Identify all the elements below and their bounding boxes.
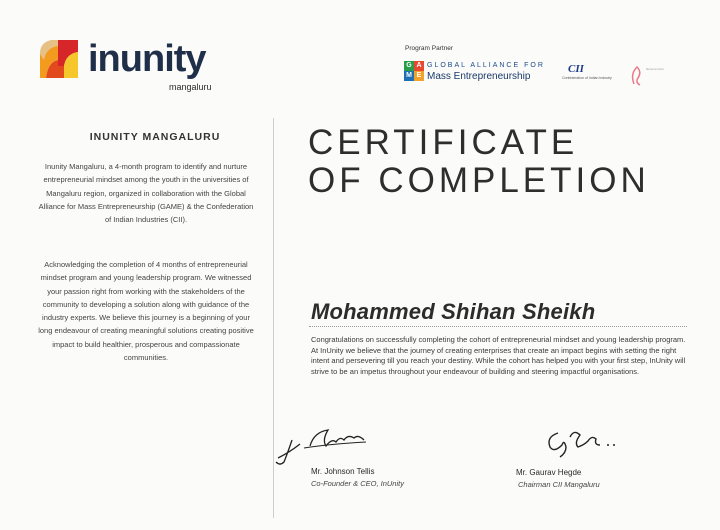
logo-subtitle: mangaluru [169,82,212,92]
signature-johnson-icon [270,418,400,468]
congratulations-text: Congratulations on successfully completing the cohort of entrepreneurial mindset and young leadership program. At InUnity we believe that the journey of creating enterprises that create an impact begins with setting the right intent and persevering till you reach your destiny. While the cohort has helped you with your first step, InUnity will strive to be an impetus throughout your endeavour of building and steering impactful organisations. [311,335,686,377]
recipient-name: Mohammed Shihan Sheikh [311,299,596,324]
logo-wordmark: inunity [88,38,206,80]
game-grid-g: G [404,61,414,71]
game-grid-e: E [414,71,424,81]
game-line1: GLOBAL ALLIANCE FOR [427,62,545,69]
cii-logo [562,63,622,85]
game-logo [404,57,545,85]
game-grid-m: M [404,71,414,81]
ribbon-icon [628,64,646,86]
recipient-underline [309,326,687,327]
certificate-title-line2: OF COMPLETION [308,161,650,200]
cii-mark: CII [568,63,584,75]
acknowledgement-text: Acknowledging the completion of 4 months of entrepreneurial mindset program and young leadership program. We witnessed your passion right from working with the stakeholders of the community to developing a solution along with guidance of the industry experts. We believe this journey is a beginning of your long endeavour of creating meaningful solutions creating positive impact to build healthier, prosperous and compassionate communities. [38,260,254,363]
inunity-logo [36,34,216,94]
signer-name-1: Mr. Johnson Tellis [311,467,375,476]
certificate-title [308,124,650,200]
game-line2: Mass Entrepreneurship [427,71,531,82]
partner-ribbon-logo [628,64,668,86]
signature-gaurav-icon [540,415,630,465]
signer-role-2: Chairman CII Mangaluru [518,480,600,489]
signer-role-1: Co-Founder & CEO, InUnity [311,479,404,488]
program-heading: INUNITY MANGALURU [89,131,221,143]
ribbon-subtitle: Namma Ooru [646,67,665,71]
inunity-logo-mark-icon [36,36,82,82]
program-partner-label: Program Partner [405,45,454,52]
certificate-title-line1: CERTIFICATE [308,123,579,162]
program-description: Inunity Mangaluru, a 4-month program to identify and nurture entrepreneurial mindset among the youth in the universities of Mangaluru region, organized in collaboration with the Global Alliance for Mass Entrepreneurship (GAME) & the Confederation of Indian Industries (CII). [38,162,254,225]
signer-name-2: Mr. Gaurav Hegde [516,468,582,477]
game-grid-icon [404,61,424,81]
game-grid-a: A [414,61,424,71]
cii-subtitle: Confederation of Indian Industry [562,76,612,80]
